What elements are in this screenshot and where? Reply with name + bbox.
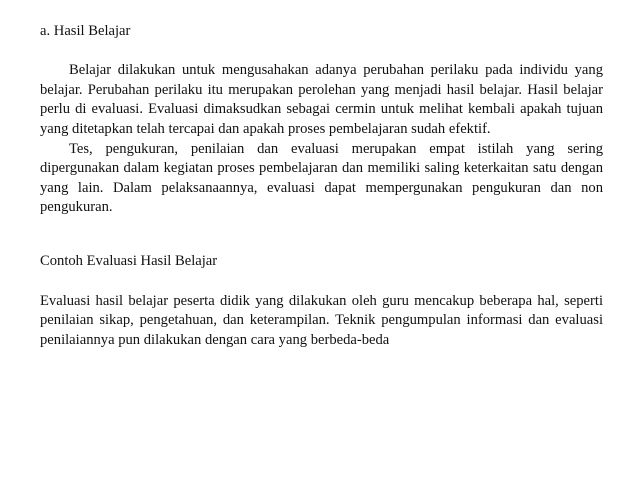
section-heading-contoh-evaluasi: Contoh Evaluasi Hasil Belajar bbox=[40, 252, 218, 269]
paragraph-belajar: Belajar dilakukan untuk mengusahakan adanya perubahan perilaku pada individu yang belajar. Perubahan perilaku itu merupakan perolehan yang menjadi hasil belajar. Hasil belajar perlu di evaluasi. Evaluasi dimaksudkan sebagai cermin untuk melihat kembali apakah tujuan yang ditetapkan telah tercapai dan apakah proses pembelajaran sudah efektif. bbox=[40, 62, 603, 137]
section-heading-hasil-belajar: a. Hasil Belajar bbox=[40, 23, 131, 39]
document-page bbox=[40, 22, 603, 350]
paragraph-tes-pengukuran: Tes, pengukuran, penilaian dan evaluasi merupakan empat istilah yang sering dipergunakan dalam kegiatan proses pembelajaran dan memiliki saling keterkaitan satu dengan yang lain. Dalam pelaksanaannya, evaluasi dapat mempergunakan pengukuran dan non pengukuran. bbox=[40, 140, 603, 216]
paragraph-evaluasi-hasil-belajar: Evaluasi hasil belajar peserta didik yang dilakukan oleh guru mencakup beberapa hal, seperti penilaian sikap, pengetahuan, dan keterampilan. Teknik pengumpulan informasi dan evaluasi penilaiannya pun dilakukan dengan cara yang berbeda-beda bbox=[40, 292, 603, 348]
